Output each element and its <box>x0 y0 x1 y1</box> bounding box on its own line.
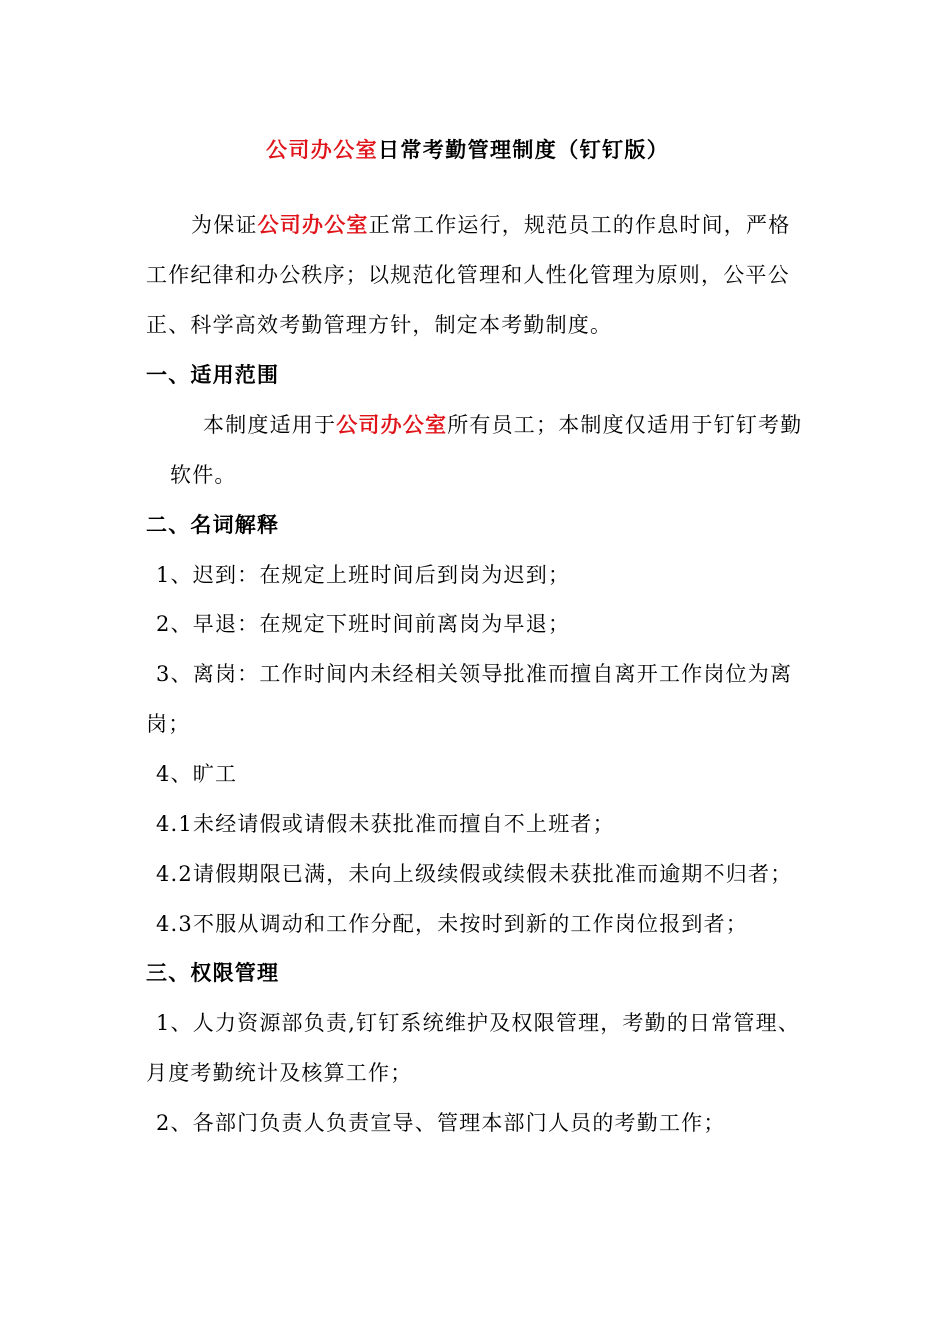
definition-absence-line-1: 3、离岗：工作时间内未经相关领导批准而擅自离开工作岗位为离 <box>156 662 793 686</box>
section-1-company-name: 公司办公室 <box>336 412 448 437</box>
document-title <box>266 136 669 164</box>
section-1-line-1 <box>203 411 802 439</box>
section-1-heading: 一、适用范围 <box>146 362 280 387</box>
section-1-rest: 所有员工；本制度仅适用于钉钉考勤 <box>447 413 803 437</box>
intro-company-name: 公司办公室 <box>257 212 369 237</box>
permission-item-2: 2、各部门负责人负责宣导、管理本部门人员的考勤工作； <box>156 1111 726 1135</box>
permission-item-1-line-2: 月度考勤统计及核算工作； <box>146 1061 413 1085</box>
definition-truancy-4-2: 4.2请假期限已满，未向上级续假或续假未获批准而逾期不归者； <box>156 862 793 886</box>
section-3-heading: 三、权限管理 <box>146 960 280 985</box>
section-1-line-2: 软件。 <box>170 463 237 487</box>
permission-item-1-line-1: 1、人力资源部负责,钉钉系统维护及权限管理，考勤的日常管理、 <box>156 1011 801 1035</box>
definition-truancy-4-1: 4.1未经请假或请假未获批准而擅自不上班者； <box>156 812 615 836</box>
intro-line-3: 正、科学高效考勤管理方针，制定本考勤制度。 <box>146 313 613 337</box>
intro-prefix: 为保证 <box>191 213 258 237</box>
section-1-prefix: 本制度适用于 <box>203 413 337 437</box>
intro-rest: 正常工作运行，规范员工的作息时间，严格 <box>368 213 791 237</box>
definition-absence-line-2: 岗； <box>146 712 191 736</box>
section-2-heading: 二、名词解释 <box>146 512 280 537</box>
definition-truancy: 4、旷工 <box>156 762 238 786</box>
intro-line-1 <box>191 211 790 239</box>
title-company-name: 公司办公室 <box>266 137 378 162</box>
intro-line-2: 工作纪律和办公秩序；以规范化管理和人性化管理为原则，公平公 <box>146 263 790 287</box>
definition-truancy-4-3: 4.3不服从调动和工作分配，未按时到新的工作岗位报到者； <box>156 912 748 936</box>
definition-early-leave: 2、早退：在规定下班时间前离岗为早退； <box>156 612 571 636</box>
title-rest: 日常考勤管理制度（钉钉版） <box>378 137 670 162</box>
definition-late: 1、迟到：在规定上班时间后到岗为迟到； <box>156 563 571 587</box>
